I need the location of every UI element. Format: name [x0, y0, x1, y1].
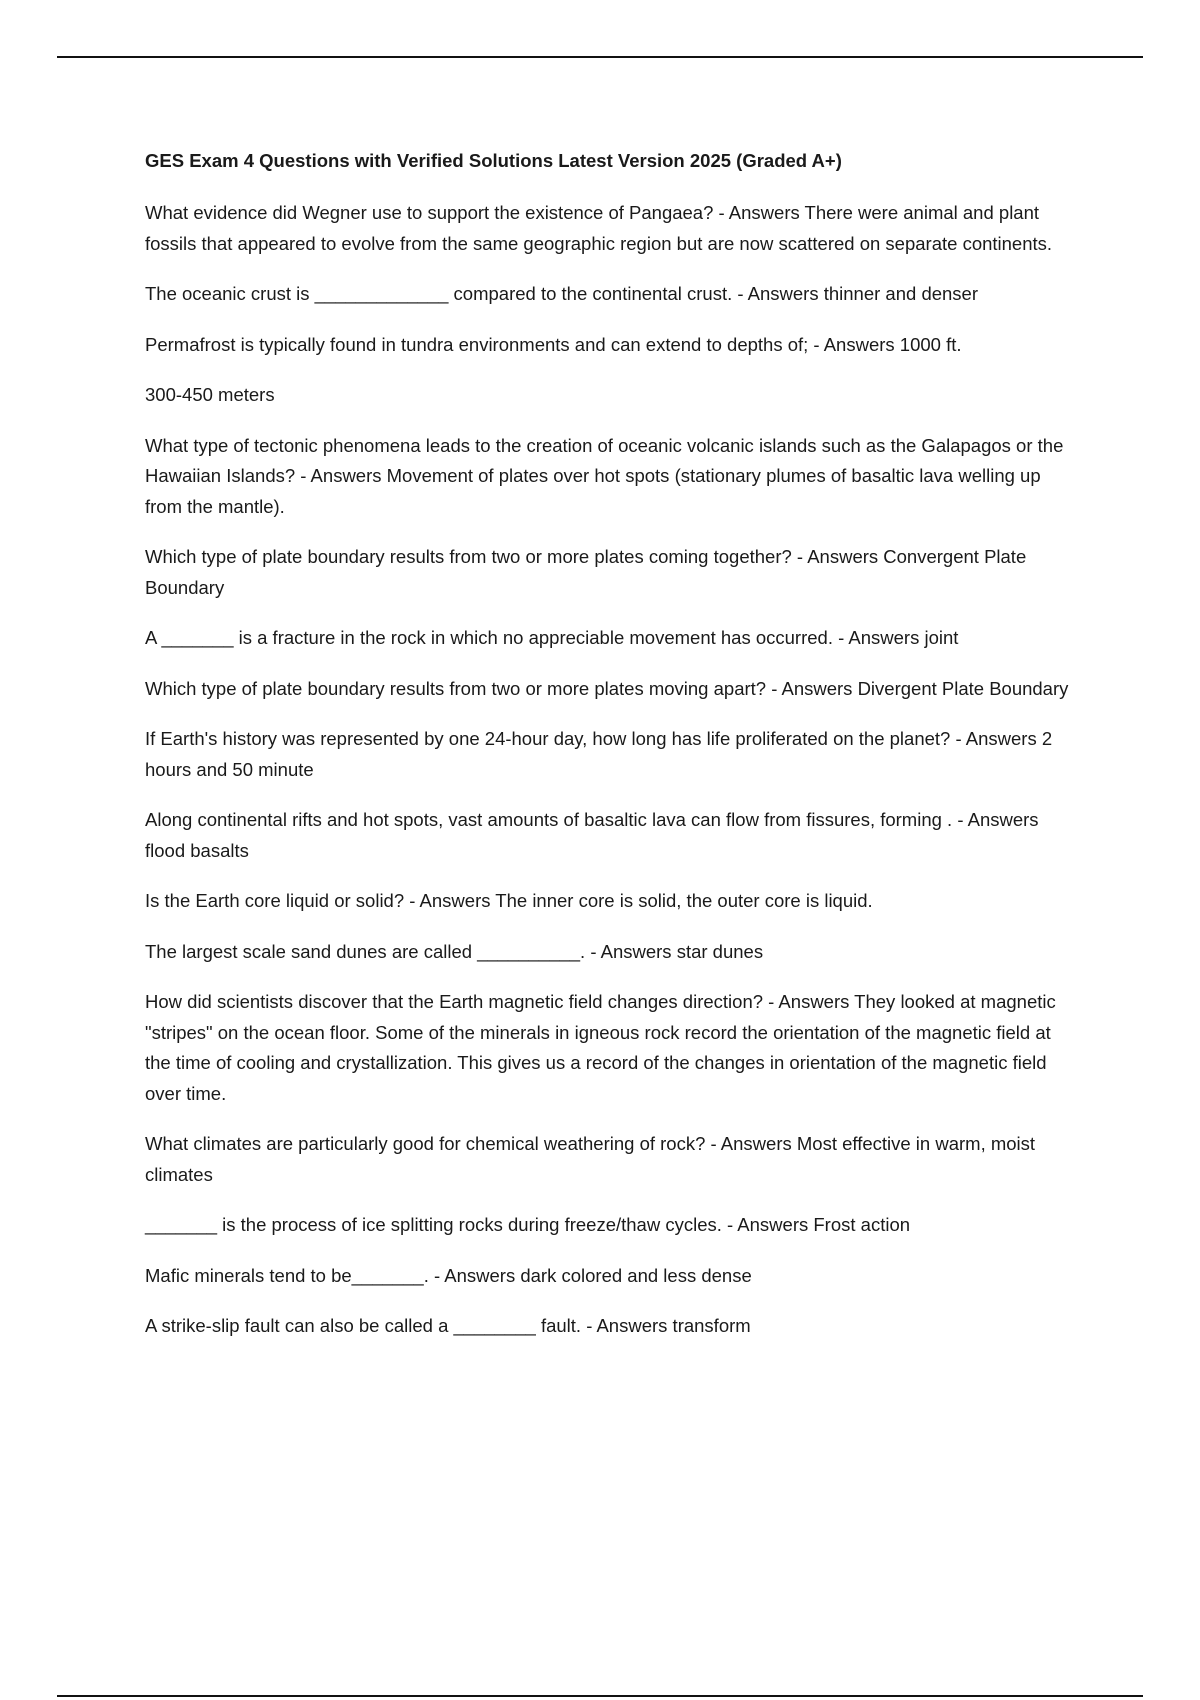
header-rule: [57, 56, 1143, 58]
footer-rule: [57, 1695, 1143, 1697]
qa-paragraph: A _______ is a fracture in the rock in which no appreciable movement has occurred. - Answers joint: [145, 627, 959, 648]
qa-paragraph: _______ is the process of ice splitting rocks during freeze/thaw cycles. - Answers Frost action: [145, 1214, 911, 1235]
qa-paragraph: Permafrost is typically found in tundra environments and can extend to depths of; - Answers 1000 ft.: [145, 333, 962, 355]
qa-paragraph: Mafic minerals tend to be_______. - Answers dark colored and less dense: [145, 1264, 752, 1286]
qa-paragraph: 300-450 meters: [145, 384, 275, 405]
qa-paragraph: What climates are particularly good for chemical weathering of rock? - Answers Most effective in warm, moist climates: [145, 1133, 1036, 1185]
qa-paragraph: Is the Earth core liquid or solid? - Answers The inner core is solid, the outer core is liquid.: [145, 890, 873, 911]
document-body: [145, 146, 1080, 1362]
document-title: GES Exam 4 Questions with Verified Solutions Latest Version 2025 (Graded A+): [145, 150, 842, 171]
qa-paragraph: The oceanic crust is _____________ compared to the continental crust. - Answers thinner and denser: [145, 283, 979, 304]
qa-paragraph: What evidence did Wegner use to support the existence of Pangaea? - Answers There were animal and plant fossils that appeared to evolve from the same geographic region but are now scattered on separate continents.: [145, 202, 1053, 254]
qa-paragraph: Which type of plate boundary results from two or more plates moving apart? - Answers Divergent Plate Boundary: [145, 677, 1069, 699]
qa-paragraph: The largest scale sand dunes are called __________. - Answers star dunes: [145, 940, 764, 962]
qa-paragraph: Along continental rifts and hot spots, vast amounts of basaltic lava can flow from fissures, forming . - Answers flood basalts: [145, 809, 1039, 861]
qa-paragraph: What type of tectonic phenomena leads to the creation of oceanic volcanic islands such as the Galapagos or the Hawaiian Islands? - Answers Movement of plates over hot spots (stationary plumes of basaltic lava welling up from the mantle).: [145, 434, 1064, 517]
qa-paragraph: Which type of plate boundary results from two or more plates coming together? - Answers Convergent Plate Boundary: [145, 546, 1027, 598]
qa-paragraph: How did scientists discover that the Earth magnetic field changes direction? - Answers They looked at magnetic "stripes" on the ocean floor. Some of the minerals in igneous rock record the orientation of the magnetic field at the time of cooling and crystallization. This gives us a record of the changes in orientation of the magnetic field over time.: [145, 991, 1056, 1104]
qa-paragraph: If Earth's history was represented by one 24-hour day, how long has life proliferated on the planet? - Answers 2 hours and 50 minute: [145, 728, 1053, 780]
qa-paragraph: A strike-slip fault can also be called a ________ fault. - Answers transform: [145, 1315, 751, 1336]
